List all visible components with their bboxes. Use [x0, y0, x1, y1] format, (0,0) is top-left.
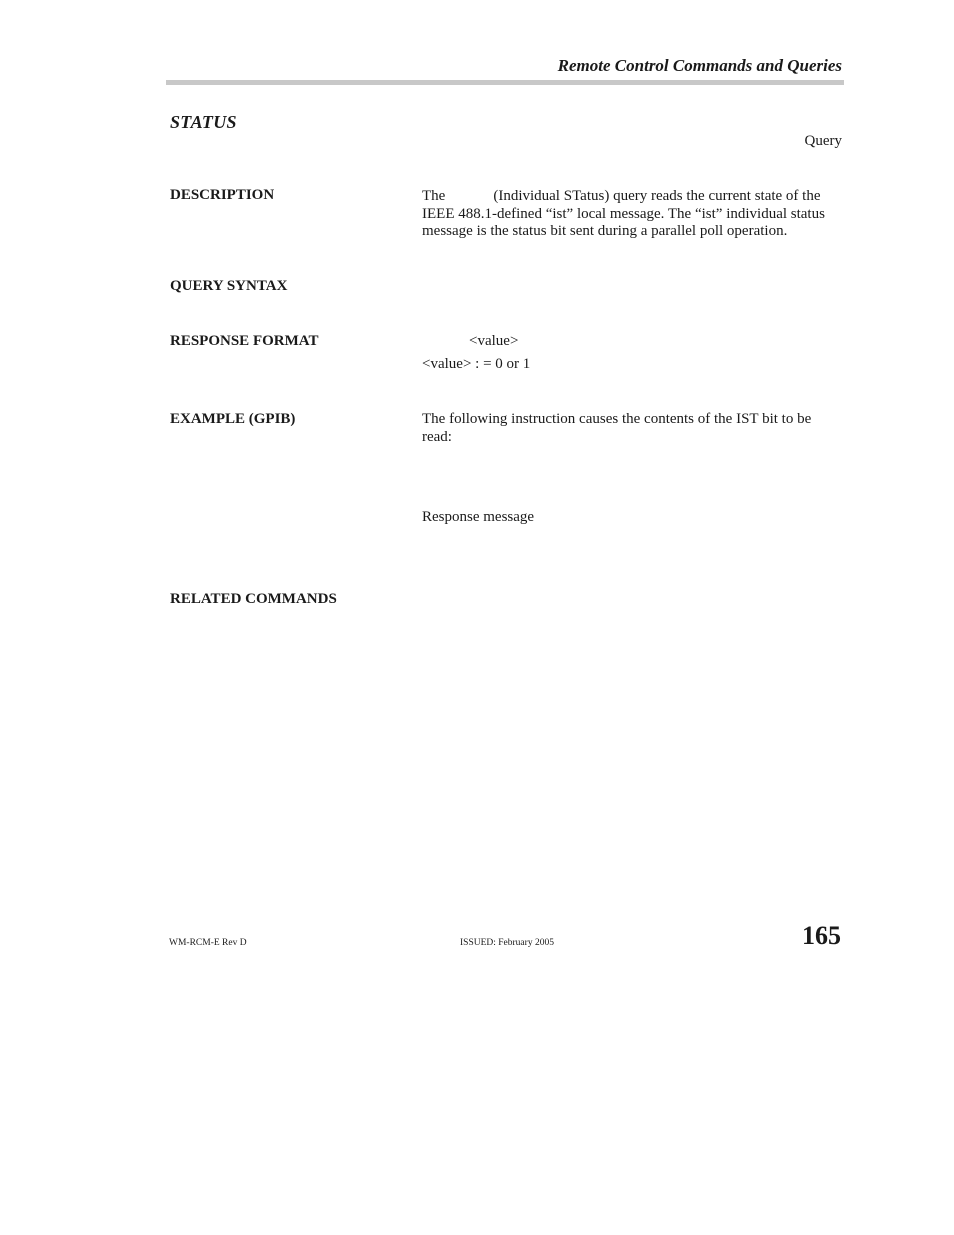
query-syntax-label: QUERY SYNTAX — [170, 278, 288, 294]
description-text-before: The — [422, 188, 446, 204]
description-text — [422, 188, 838, 241]
example-text: The following instruction causes the contents of the IST bit to be read: — [422, 411, 812, 445]
response-message-label: Response message — [422, 509, 535, 525]
example-label: EXAMPLE (GPIB) — [170, 411, 296, 427]
page-number: 165 — [802, 921, 841, 950]
response-format-line2: <value> : = 0 or 1 — [422, 356, 531, 372]
footer-doc-id: WM-RCM-E Rev D — [169, 938, 247, 948]
footer-issued-date: ISSUED: February 2005 — [460, 938, 554, 948]
description-text-after: (Individual STatus) query reads the current state of the IEEE 488.1-defined “ist” local message. The “ist” individual status message is the status bit sent during a parallel poll operation. — [422, 188, 825, 239]
running-header-title: Remote Control Commands and Queries — [557, 56, 842, 75]
response-format-label: RESPONSE FORMAT — [170, 333, 319, 349]
response-format-line1: <value> — [469, 333, 519, 349]
section-title: STATUS — [170, 112, 237, 132]
header-rule — [166, 80, 844, 85]
related-commands-label: RELATED COMMANDS — [170, 591, 337, 607]
command-type-label: Query — [804, 133, 842, 149]
description-label: DESCRIPTION — [170, 187, 275, 203]
